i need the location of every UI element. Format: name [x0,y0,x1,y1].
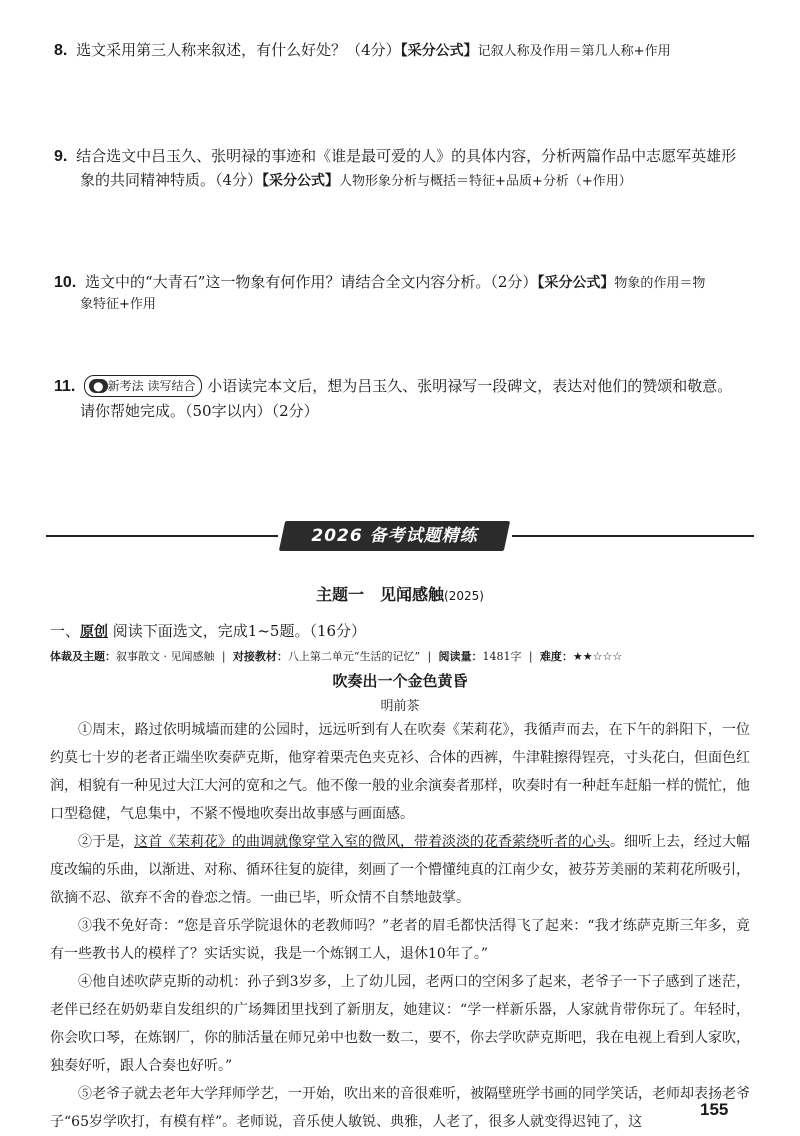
question-number: 9. [54,148,68,165]
theme-title [0,582,800,605]
reading-prefix: 一、 [50,622,81,640]
reading-instruction-text: 阅读下面选文，完成1~5题。（16分） [112,622,367,640]
question-text: 结合选文中吕玉久、张明禄的事迹和《谁是最可爱的人》的具体内容，分析两篇作品中志愿军英雄形 [76,147,737,165]
meta-separator: | [423,650,435,663]
formula-label: 【采分公式】 [537,275,615,291]
question-text: 选文中的“大青石”这一物象有何作用？请结合全文内容分析。（2分） [85,273,538,291]
paragraph-2 [50,828,750,912]
underlined-sentence: 这首《茉莉花》的曲调就像穿堂入室的微风，带着淡淡的花香萦绕听者的心头 [134,834,610,850]
formula-text: 人物形象分析与概括＝特征+品质+分析（+作用） [339,174,632,189]
formula-label: 【采分公式】 [400,43,478,59]
meta-label-genre: 体裁及主题： [50,650,116,663]
meta-line [50,648,750,664]
question-text: 象的共同精神特质。（4分） [80,171,263,189]
meta-label-difficulty: 难度： [539,650,573,663]
meta-genre: 叙事散文 · 见闻感触 [116,650,215,663]
page-number: 155 [700,1100,729,1119]
question-11 [54,372,754,400]
question-11-line2 [54,397,780,425]
question-8 [54,36,754,64]
meta-label-textbook: 对接教材： [232,650,288,663]
paragraph-1: ①周末，路过依明城墙而建的公园时，远远听到有人在吹奏《茉莉花》，我循声而去，在下午的斜阳下，一位约莫七十岁的老者正端坐吹奏萨克斯，他穿着栗壳色夹克衫、合体的西裤，牛津鞋擦得锃亮，寸头花白，但面色红润，相貌有一种见过大江大河的宽和之气。他不像一般的业余演奏者那样，吹奏时有一种赶车赶船一样的慌忙，他口型稳健，气息集中，不紧不慢地吹奏出故事感与画面感。 [50,722,750,822]
article-body [50,716,750,1136]
paragraph-3: ③我不免好奇：“您是音乐学院退休的老教师吗？”老者的眉毛都快活得飞了起来：“我才练萨克斯三年多，竟有一些教书人的模样了？实话实说，我是一个炼钢工人，退休10年了。” [50,918,750,962]
paragraph-4: ④他自述吹萨克斯的动机：孙子到3岁多，上了幼儿园，老两口的空闲多了起来，老爷子一下子感到了迷茫，老伴已经在奶奶辈自发组织的广场舞团里找到了新朋友，她建议：“学一样新乐器，人家就肯带你玩了。年轻时，你会吹口琴，在炼钢厂，你的肺活量在师兄弟中也数一数二，要不，你去学吹萨克斯吧，我在电视上看到人家吹，独奏好听，跟人合奏也好听。” [50,974,750,1074]
article-title: 吹奏出一个金色黄昏 [332,672,468,690]
theme-year: (2025) [444,589,484,603]
question-10 [54,268,754,296]
question-number: 8. [54,42,68,59]
question-number: 10. [54,274,77,291]
meta-separator: | [218,650,230,663]
formula-text: 象特征+作用 [80,297,156,312]
question-text: 小语读完本文后，想为吕玉久、张明禄写一段碑文，表达对他们的赞颂和敬意。 [207,377,733,395]
new-exam-badge [84,375,202,397]
badge-new-label: 新考法 [107,379,144,393]
formula-label: 【采分公式】 [262,173,340,189]
section-banner: 2026 备考试题精练 [311,526,478,546]
meta-textbook: 八上第二单元“生活的记忆” [287,650,421,663]
divider-left [46,535,278,537]
original-badge: 原创 [80,624,109,640]
question-text: 选文采用第三人称来叙述，有什么好处？（4分） [76,41,401,59]
paragraph-2-rest: 。细听上去，经过大幅度改编的乐曲，以渐进、对称、循环往复的旋律，刻画了一个懵懂纯真的江南少女，被芬芳美丽的茉莉花所吸引，欲摘不忍、欲弃不舍的眷恋之情。一曲已毕，听众情不自禁地鼓掌。 [50,834,750,906]
difficulty-stars: ★★☆☆☆ [572,650,623,663]
question-number: 11. [54,378,76,395]
lightbulb-icon: ● [89,379,107,393]
meta-wordcount: 1481字 [482,650,522,663]
formula-text: 记叙人称及作用＝第几人称+作用 [477,44,671,59]
formula-text: 物象的作用＝物 [614,276,706,291]
question-9-line2 [54,166,780,194]
question-text: 请你帮她完成。（50字以内）（2分） [80,402,319,420]
badge-type-label: 读写结合 [147,379,196,393]
paragraph-5: ⑤老爷子就去老年大学拜师学艺，一开始，吹出来的音很难听，被隔壁班学书画的同学笑话，老师却表扬老爷子“65岁学吹打，有模有样”。老师说，音乐使人敏锐、典雅，人老了，很多人就变得迟钝了，这 [50,1086,750,1130]
reading-instruction [50,620,366,641]
divider-right [512,535,754,537]
meta-label-wordcount: 阅读量： [438,650,483,663]
theme-title-text: 主题一 见闻感触 [316,585,445,604]
article-author: 明前茶 [380,699,420,714]
meta-separator: | [525,650,537,663]
paragraph-2-start: ②于是， [78,834,134,850]
question-10-line2 [54,293,780,312]
